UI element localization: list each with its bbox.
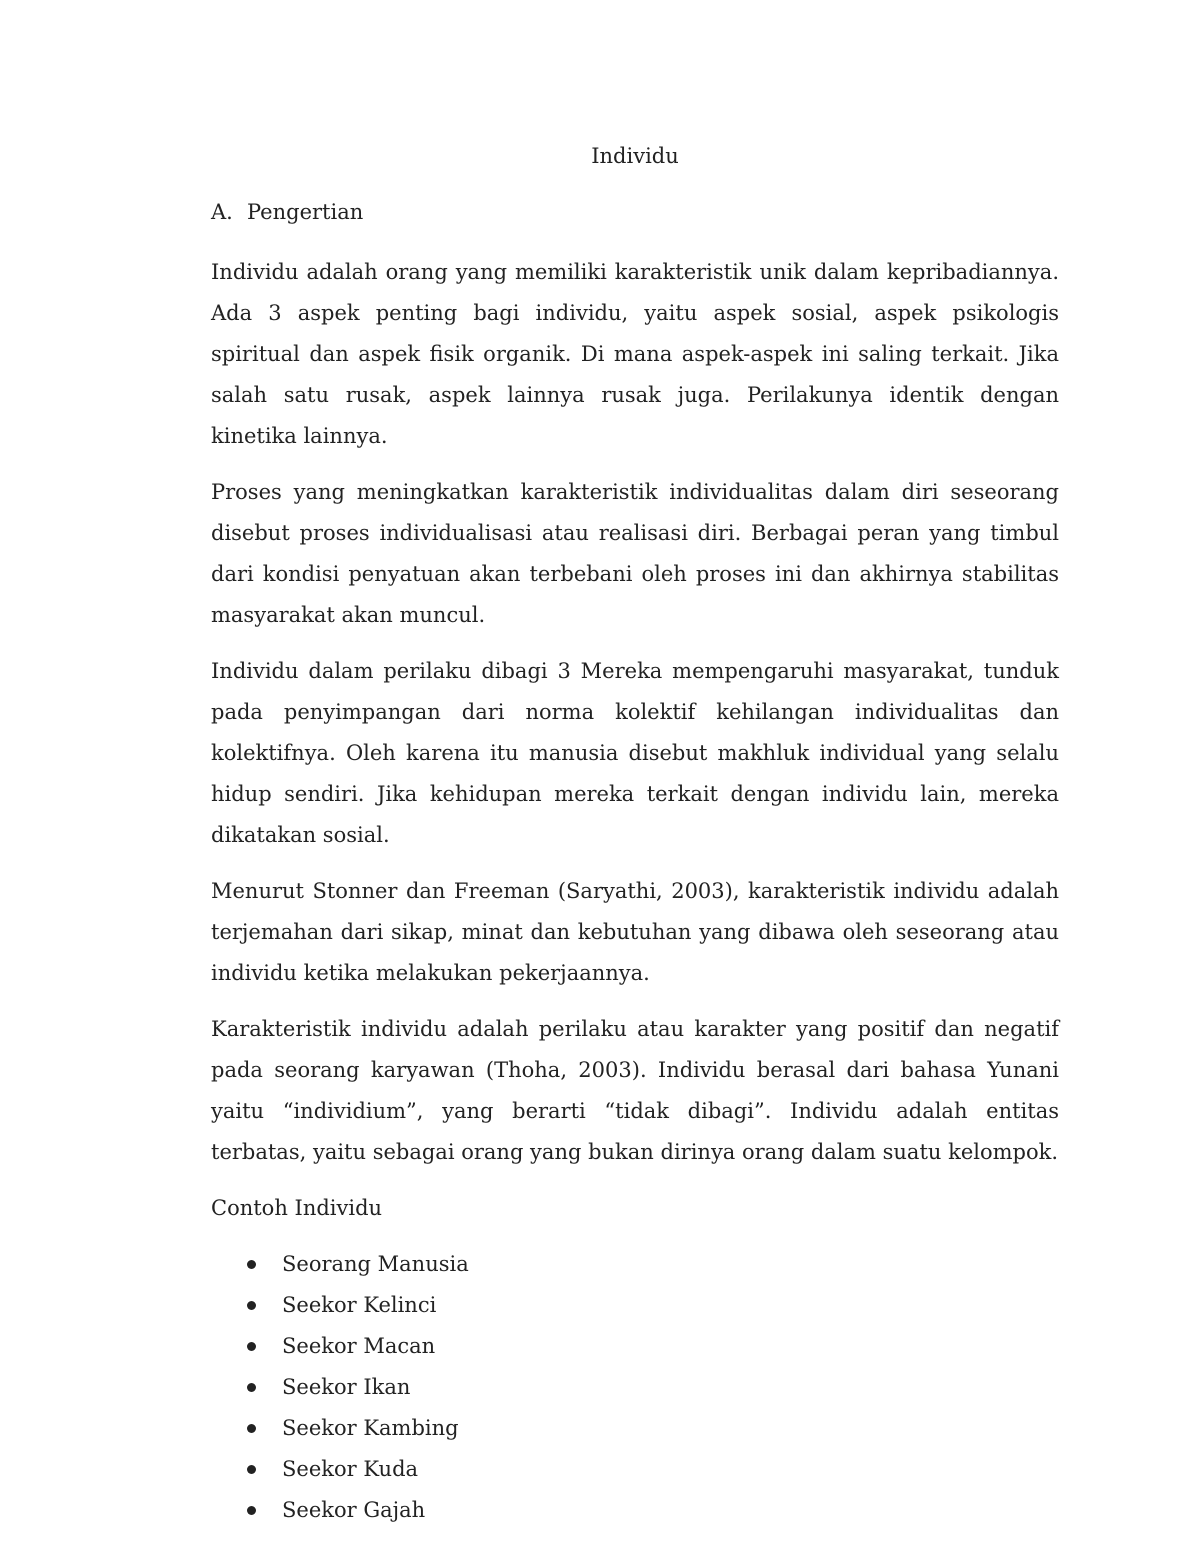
list-item: [211, 1326, 1059, 1367]
section-heading: [211, 196, 1059, 228]
list-item-text: Seekor Kuda: [282, 1457, 419, 1481]
list-item: [211, 1408, 1059, 1449]
list-item-text: Seorang Manusia: [282, 1252, 469, 1276]
list-item: [211, 1285, 1059, 1326]
section-heading-text: Pengertian: [247, 200, 364, 224]
paragraph-3: Individu dalam perilaku dibagi 3 Mereka mempengaruhi masyarakat, tunduk pada penyimpangan dari norma kolektif kehilangan individualitas dan kolektifnya. Oleh karena itu manusia disebut makhluk individual yang selalu hidup sendiri. Jika kehidupan mereka terkait dengan individu lain, mereka dikatakan sosial.: [211, 659, 1059, 847]
document-page: [211, 140, 1059, 1531]
list-item: [211, 1244, 1059, 1285]
bullet-icon: [247, 1424, 256, 1433]
list-item-text: Seekor Kelinci: [282, 1293, 437, 1317]
list-item: [211, 1490, 1059, 1531]
bullet-icon: [247, 1506, 256, 1515]
paragraph-2: Proses yang meningkatkan karakteristik individualitas dalam diri seseorang disebut proses individualisasi atau realisasi diri. Berbagai peran yang timbul dari kondisi penyatuan akan terbebani oleh proses ini dan akhirnya stabilitas masyarakat akan muncul.: [211, 480, 1059, 627]
bullet-icon: [247, 1465, 256, 1474]
list-item-text: Seekor Ikan: [282, 1375, 411, 1399]
paragraph-1: Individu adalah orang yang memiliki karakteristik unik dalam kepribadiannya. Ada 3 aspek penting bagi individu, yaitu aspek sosial, aspek psikologis spiritual dan aspek fisik organik. Di mana aspek-aspek ini saling terkait. Jika salah satu rusak, aspek lainnya rusak juga. Perilakunya identik dengan kinetika lainnya.: [211, 260, 1059, 448]
section-letter: A.: [211, 200, 233, 224]
list-item-text: Seekor Kambing: [282, 1416, 459, 1440]
paragraph-5: Karakteristik individu adalah perilaku atau karakter yang positif dan negatif pada seorang karyawan (Thoha, 2003). Individu berasal dari bahasa Yunani yaitu “individium”, yang berarti “tidak dibagi”. Individu adalah entitas terbatas, yaitu sebagai orang yang bukan dirinya orang dalam suatu kelompok.: [211, 1017, 1059, 1164]
list-item: [211, 1367, 1059, 1408]
bullet-icon: [247, 1301, 256, 1310]
bullet-icon: [247, 1260, 256, 1269]
document-title: Individu: [591, 144, 679, 168]
list-item-text: Seekor Gajah: [282, 1498, 426, 1522]
list-item-text: Seekor Macan: [282, 1334, 436, 1358]
paragraph-4: Menurut Stonner dan Freeman (Saryathi, 2003), karakteristik individu adalah terjemahan dari sikap, minat dan kebutuhan yang dibawa oleh seseorang atau individu ketika melakukan pekerjaannya.: [211, 879, 1059, 985]
bullet-icon: [247, 1383, 256, 1392]
examples-heading: Contoh Individu: [211, 1196, 383, 1220]
bullet-icon: [247, 1342, 256, 1351]
examples-list: [211, 1244, 1059, 1531]
list-item: [211, 1449, 1059, 1490]
